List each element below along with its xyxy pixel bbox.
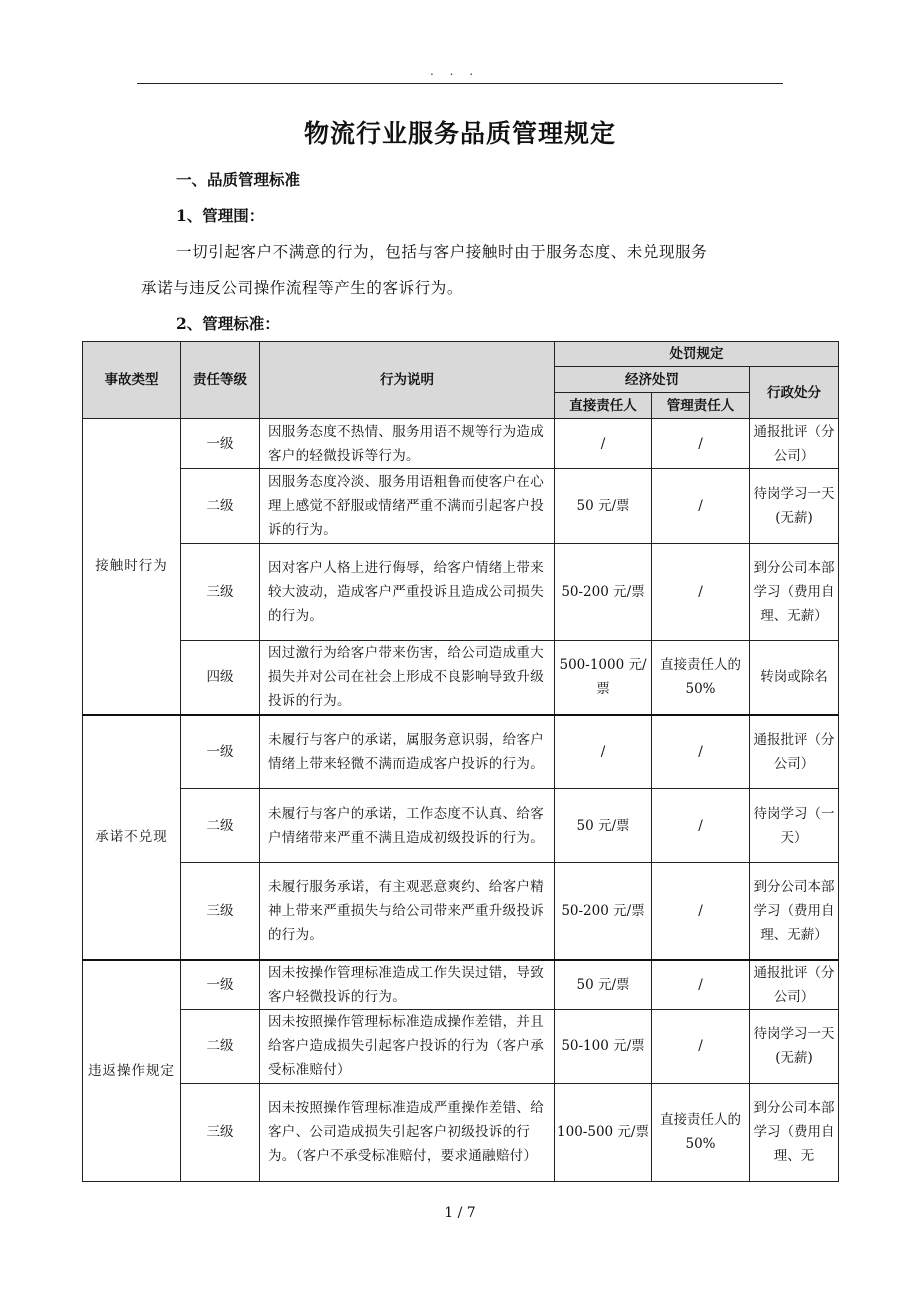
standard-heading: 2、管理标准： bbox=[176, 314, 280, 333]
level-cell: 一级 bbox=[181, 715, 260, 789]
penalty-standards-table bbox=[82, 341, 839, 1182]
description-cell: 未履行服务承诺，有主观恶意爽约、给客户精神上带来严重损失与给公司带来严重升级投诉的行为。 bbox=[260, 863, 555, 960]
management-penalty-cell: / bbox=[652, 863, 750, 960]
level-cell: 二级 bbox=[181, 469, 260, 544]
header-penalty-rules: 处罚规定 bbox=[555, 342, 839, 367]
direct-penalty-cell: 50-200 元/票 bbox=[555, 863, 652, 960]
header-management-responsible: 管理责任人 bbox=[652, 393, 750, 419]
level-cell: 四级 bbox=[181, 641, 260, 715]
header-direct-responsible: 直接责任人 bbox=[555, 393, 652, 419]
management-penalty-cell: / bbox=[652, 469, 750, 544]
description-cell: 因服务态度不热情、服务用语不规等行为造成客户的轻微投诉等行为。 bbox=[260, 419, 555, 469]
category-cell: 违返操作规定 bbox=[83, 960, 181, 1182]
section-heading: 一、品质管理标准 bbox=[176, 170, 301, 189]
administrative-cell: 到分公司本部学习（费用自理、无薪） bbox=[750, 863, 839, 960]
description-cell: 未履行与客户的承诺，工作态度不认真、给客户情绪带来严重不满且造成初级投诉的行为。 bbox=[260, 789, 555, 863]
management-penalty-cell: / bbox=[652, 544, 750, 641]
administrative-cell: 待岗学习（一天） bbox=[750, 789, 839, 863]
administrative-cell: 通报批评（分公司） bbox=[750, 419, 839, 469]
description-cell: 因对客户人格上进行侮辱，给客户情绪上带来较大波动，造成客户严重投诉且造成公司损失的行为。 bbox=[260, 544, 555, 641]
level-cell: 三级 bbox=[181, 544, 260, 641]
management-penalty-cell: / bbox=[652, 1009, 750, 1083]
direct-penalty-cell: 50 元/票 bbox=[555, 469, 652, 544]
direct-penalty-cell: 50 元/票 bbox=[555, 789, 652, 863]
direct-penalty-cell: 50 元/票 bbox=[555, 960, 652, 1010]
direct-penalty-cell: 500-1000 元/票 bbox=[555, 641, 652, 715]
header-behavior-description: 行为说明 bbox=[260, 342, 555, 419]
description-cell: 因未按操作管理标准造成工作失误过错，导致客户轻微投诉的行为。 bbox=[260, 960, 555, 1010]
scope-heading: 1、管理围： bbox=[176, 206, 265, 225]
management-penalty-cell: 直接责任人的 50% bbox=[652, 641, 750, 715]
level-cell: 二级 bbox=[181, 1009, 260, 1083]
description-cell: 因过激行为给客户带来伤害，给公司造成重大损失并对公司在社会上形成不良影响导致升级投诉的行为。 bbox=[260, 641, 555, 715]
administrative-cell: 待岗学习一天(无薪) bbox=[750, 469, 839, 544]
administrative-cell: 到分公司本部学习（费用自理、无 bbox=[750, 1083, 839, 1181]
page-title: 物流行业服务品质管理规定 bbox=[303, 119, 616, 148]
scope-paragraph-line-1: 一切引起客户不满意的行为，包括与客户接触时由于服务态度、未兑现服务 bbox=[176, 243, 708, 261]
direct-penalty-cell: / bbox=[555, 419, 652, 469]
management-penalty-cell: / bbox=[652, 419, 750, 469]
administrative-cell: 到分公司本部学习（费用自理、无薪） bbox=[750, 544, 839, 641]
management-penalty-cell: / bbox=[652, 789, 750, 863]
description-cell: 未履行与客户的承诺，属服务意识弱，给客户情绪上带来轻微不满而造成客户投诉的行为。 bbox=[260, 715, 555, 789]
level-cell: 一级 bbox=[181, 960, 260, 1010]
header-marks: . . . bbox=[430, 64, 480, 78]
level-cell: 一级 bbox=[181, 419, 260, 469]
direct-penalty-cell: 100-500 元/票 bbox=[555, 1083, 652, 1181]
administrative-cell: 转岗或除名 bbox=[750, 641, 839, 715]
header-responsibility-level: 责任等级 bbox=[181, 342, 260, 419]
direct-penalty-cell: / bbox=[555, 715, 652, 789]
management-penalty-cell: / bbox=[652, 960, 750, 1010]
direct-penalty-cell: 50-200 元/票 bbox=[555, 544, 652, 641]
header-accident-type: 事故类型 bbox=[83, 342, 181, 419]
header-rule bbox=[137, 83, 783, 84]
administrative-cell: 通报批评（分公司） bbox=[750, 960, 839, 1010]
scope-paragraph-line-2: 承诺与违反公司操作流程等产生的客诉行为。 bbox=[141, 279, 464, 297]
direct-penalty-cell: 50-100 元/票 bbox=[555, 1009, 652, 1083]
level-cell: 三级 bbox=[181, 863, 260, 960]
header-administrative-sanction: 行政处分 bbox=[750, 367, 839, 419]
level-cell: 三级 bbox=[181, 1083, 260, 1181]
description-cell: 因未按照操作管理标准造成严重操作差错、给客户、公司造成损失引起客户初级投诉的行为。（客户不承受标准赔付，要求通融赔付） bbox=[260, 1083, 555, 1181]
page-number: 1 / 7 bbox=[444, 1205, 476, 1221]
header-economic-penalty: 经济处罚 bbox=[555, 367, 750, 393]
description-cell: 因未按照操作管理标标准造成操作差错，并且给客户造成损失引起客户投诉的行为（客户承受标准赔付） bbox=[260, 1009, 555, 1083]
level-cell: 二级 bbox=[181, 789, 260, 863]
management-penalty-cell: 直接责任人的 50% bbox=[652, 1083, 750, 1181]
description-cell: 因服务态度冷淡、服务用语粗鲁而使客户在心理上感觉不舒服或情绪严重不满而引起客户投诉的行为。 bbox=[260, 469, 555, 544]
management-penalty-cell: / bbox=[652, 715, 750, 789]
administrative-cell: 通报批评（分公司） bbox=[750, 715, 839, 789]
administrative-cell: 待岗学习一天(无薪) bbox=[750, 1009, 839, 1083]
category-cell: 承诺不兑现 bbox=[83, 715, 181, 960]
category-cell: 接触时行为 bbox=[83, 419, 181, 715]
